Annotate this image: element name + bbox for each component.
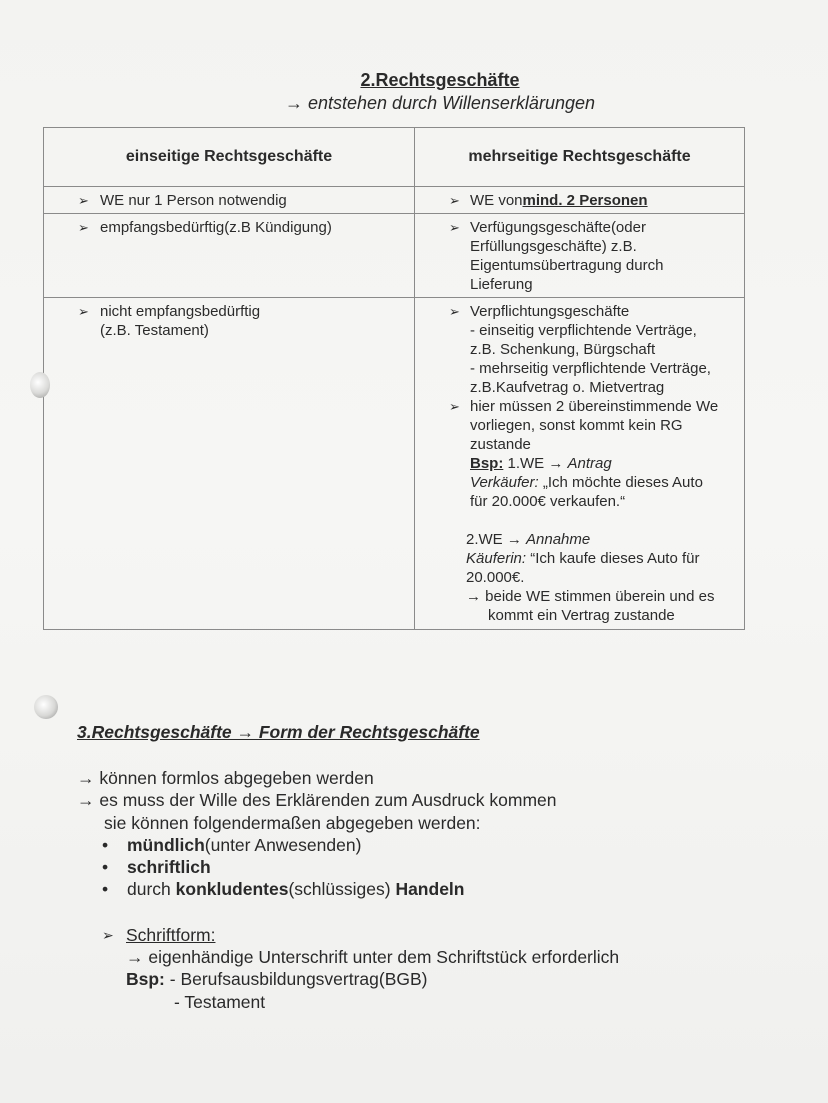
right-row-3-line: zustande: [470, 436, 531, 453]
schriftform-line: → eigenhändige Unterschrift unter dem Schriftstück erforderlich: [126, 947, 620, 967]
table-cell: [415, 214, 745, 298]
buyer-label: Käuferin:: [466, 550, 527, 567]
column-header-right: mehrseitige Rechtsgeschäfte: [415, 128, 745, 187]
arrow-bullet-icon: ➢: [449, 193, 460, 208]
example-line-1: Bsp: - Berufsausbildungsvertrag(BGB): [126, 969, 428, 989]
arrow-bullet-icon: ➢: [449, 304, 460, 319]
right-row-2-line: Erfüllungsgeschäfte) z.B.: [470, 238, 637, 255]
result-line-1: → beide WE stimmen überein und es: [466, 588, 715, 605]
right-row-1-prefix: WE von: [470, 192, 523, 209]
example-line-2: - Testament: [174, 992, 266, 1012]
seller-label: Verkäufer:: [470, 474, 539, 491]
right-row-2-line: Eigentumsübertragung durch: [470, 257, 664, 274]
example-we1: [470, 454, 739, 473]
right-row-3-line: - einseitig verpflichtende Verträge,: [470, 322, 697, 339]
right-row-2-line: Lieferung: [470, 276, 533, 293]
page-subtitle: → entstehen durch Willenserklärungen: [284, 93, 595, 113]
legal-transactions-table: [43, 127, 745, 630]
arrow-bullet-icon: ➢: [78, 304, 89, 319]
line-formlos: → können formlos abgegeben werden: [77, 768, 374, 788]
we2-italic: Annahme: [526, 531, 591, 548]
example-we2: [466, 530, 739, 549]
arrow-bullet-icon: ➢: [78, 193, 89, 208]
result-line-2: kommt ein Vertrag zustande: [488, 607, 675, 624]
we2-text: 2.WE →: [466, 531, 527, 548]
arrow-bullet-icon: ➢: [449, 220, 460, 235]
section-3-heading: 3.Rechtsgeschäfte → Form der Rechtsgeschäfte: [77, 722, 480, 742]
page-title: 2.Rechtsgeschäfte: [360, 70, 520, 90]
arrow-bullet-icon: ➢: [449, 399, 460, 414]
bullet-dot-icon: •: [102, 835, 109, 855]
bsp-label: Bsp:: [470, 455, 504, 472]
buyer-text: “Ich kaufe dieses Auto für: [526, 550, 700, 567]
left-row-2: empfangsbedürftig(z.B Kündigung): [100, 219, 332, 236]
seller-text: „Ich möchte dieses Auto: [538, 474, 703, 491]
table-cell: [415, 298, 745, 630]
table-cell: [44, 187, 415, 214]
right-row-3-line: Verpflichtungsgeschäfte: [470, 303, 630, 320]
left-row-3-line2: (z.B. Testament): [100, 322, 209, 339]
seller-text-2: für 20.000€ verkaufen.“: [470, 493, 626, 510]
schriftform-label: Schriftform:: [126, 925, 216, 945]
line-wille: → es muss der Wille des Erklärenden zum Ausdruck kommen: [77, 790, 557, 810]
punch-hole: [34, 695, 58, 719]
line-folgendermassen: sie können folgendermaßen abgegeben werden:: [104, 813, 481, 833]
right-row-2-line: Verfügungsgeschäfte(oder: [470, 219, 646, 236]
table-cell: [415, 187, 745, 214]
buyer-quote: [466, 549, 739, 568]
right-row-1-bold: mind. 2 Personen: [522, 192, 648, 209]
right-row-3-line: vorliegen, sonst kommt kein RG: [470, 417, 683, 434]
table-cell: [44, 214, 415, 298]
list-item-konkludent: durch konkludentes(schlüssiges) Handeln: [127, 879, 465, 899]
table-cell: [44, 298, 415, 630]
punch-hole: [30, 372, 50, 398]
left-row-3-line1: nicht empfangsbedürftig: [100, 303, 261, 320]
left-row-1: WE nur 1 Person notwendig: [100, 192, 287, 209]
right-row-3-line: hier müssen 2 übereinstimmende We: [470, 398, 719, 415]
list-item-schriftlich: schriftlich: [127, 857, 211, 877]
seller-quote: [470, 473, 739, 492]
we1-text: 1.WE →: [503, 455, 568, 472]
right-row-3-line: z.B. Schenkung, Bürgschaft: [470, 341, 656, 358]
bullet-dot-icon: •: [102, 857, 109, 877]
we1-italic: Antrag: [567, 455, 612, 472]
arrow-bullet-icon: ➢: [78, 220, 89, 235]
column-header-left: einseitige Rechtsgeschäfte: [44, 128, 415, 187]
arrow-bullet-icon: ➢: [102, 927, 114, 943]
right-row-3-line: - mehrseitig verpflichtende Verträge,: [470, 360, 711, 377]
bullet-dot-icon: •: [102, 879, 109, 899]
buyer-text-2: 20.000€.: [466, 569, 525, 586]
right-row-3-line: z.B.Kaufvetrag o. Mietvertrag: [470, 379, 665, 396]
list-item-muendlich: mündlich(unter Anwesenden): [127, 835, 362, 855]
